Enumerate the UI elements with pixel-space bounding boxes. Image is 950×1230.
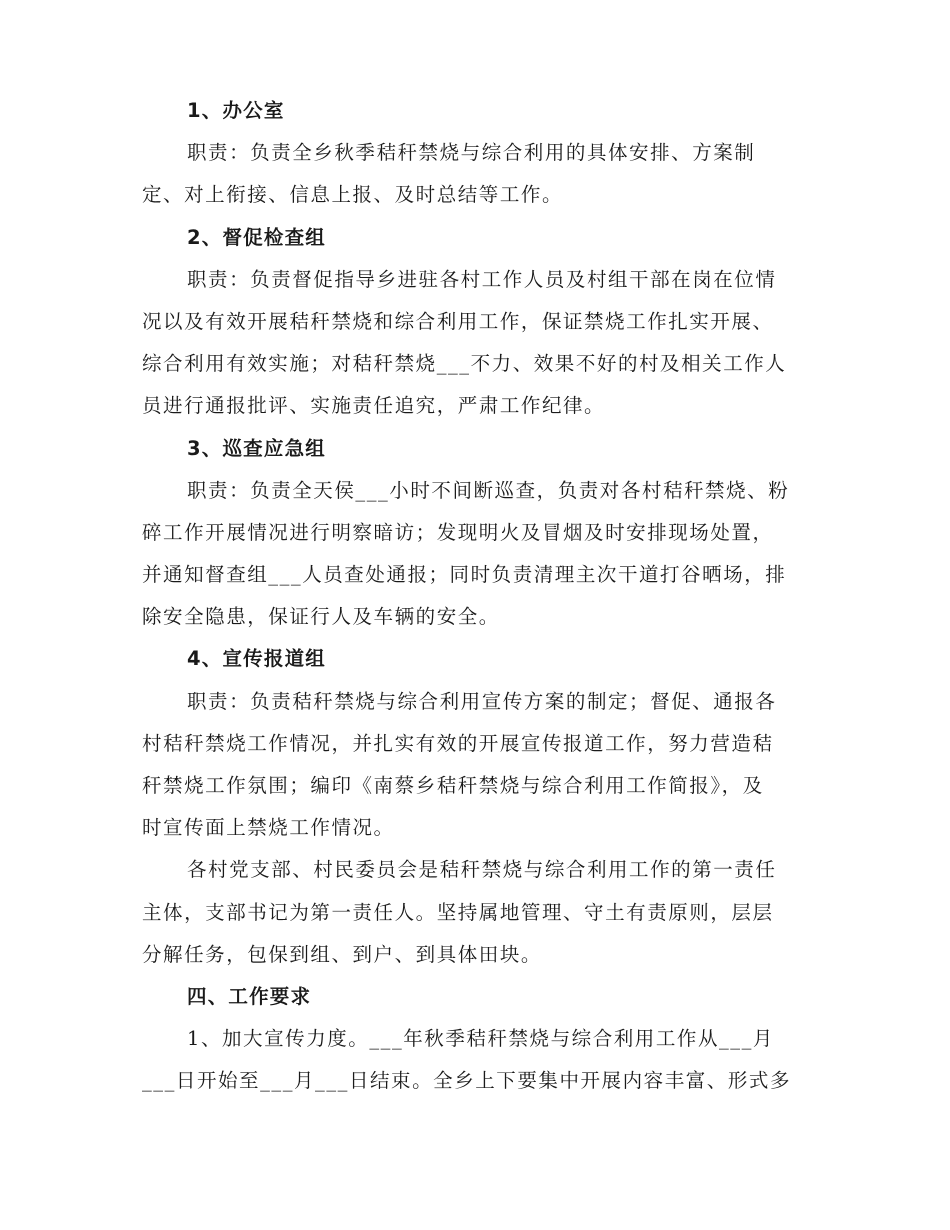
paragraph-line: 定、对上衔接、信息上报、及时总结等工作。 (142, 183, 564, 207)
section-heading-requirements: 四、工作要求 (187, 984, 312, 1008)
section-heading-publicity: 4、宣传报道组 (187, 647, 326, 671)
paragraph-line: 碎工作开展情况进行明察暗访；发现明火及冒烟及时安排现场处置， (142, 520, 774, 544)
paragraph-line: 员进行通报批评、实施责任追究，严肃工作纪律。 (142, 394, 606, 418)
document-page (142, 90, 810, 1103)
paragraph-line: 职责：负责全乡秋季秸秆禁烧与综合利用的具体安排、方案制 (187, 141, 756, 165)
section-heading-office: 1、办公室 (187, 99, 285, 122)
paragraph-line: 职责：负责全天侯___小时不间断巡查，负责对各村秸秆禁烧、粉 (187, 478, 790, 502)
paragraph-line: 况以及有效开展秸秆禁烧和综合利用工作，保证禁烧工作扎实开展、 (142, 309, 774, 333)
paragraph-line: 各村党支部、村民委员会是秸秆禁烧与综合利用工作的第一责任 (187, 858, 777, 882)
paragraph-line: 除安全隐患，保证行人及车辆的安全。 (142, 605, 500, 629)
paragraph-line: ___日开始至___月___日结束。全乡上下要集中开展内容丰富、形式多 (142, 1069, 791, 1093)
paragraph-line: 秆禁烧工作氛围；编印《南蔡乡秸秆禁烧与综合利用工作简报》，及 (142, 774, 764, 797)
paragraph-line: 并通知督查组___人员查处通报；同时负责清理主次干道打谷晒场，排 (142, 563, 787, 587)
paragraph-line: 1、加大宣传力度。___年秋季秸秆禁烧与综合利用工作从___月 (187, 1027, 774, 1051)
section-heading-supervision: 2、督促检查组 (187, 225, 326, 249)
paragraph-line: 分解任务，包保到组、到户、到具体田块。 (142, 942, 542, 966)
paragraph-line: 综合利用有效实施；对秸秆禁烧___不力、效果不好的村及相关工作人 (142, 352, 787, 376)
paragraph-line: 时宣传面上禁烧工作情况。 (142, 816, 395, 840)
section-heading-patrol: 3、巡查应急组 (187, 436, 326, 460)
paragraph-line: 主体，支部书记为第一责任人。坚持属地管理、守土有责原则，层层 (142, 900, 774, 924)
paragraph-line: 职责：负责秸秆禁烧与综合利用宣传方案的制定；督促、通报各 (187, 689, 777, 713)
paragraph-line: 村秸秆禁烧工作情况，并扎实有效的开展宣传报道工作，努力营造秸 (142, 731, 774, 755)
paragraph-line: 职责：负责督促指导乡进驻各村工作人员及村组干部在岗在位情 (187, 267, 777, 291)
